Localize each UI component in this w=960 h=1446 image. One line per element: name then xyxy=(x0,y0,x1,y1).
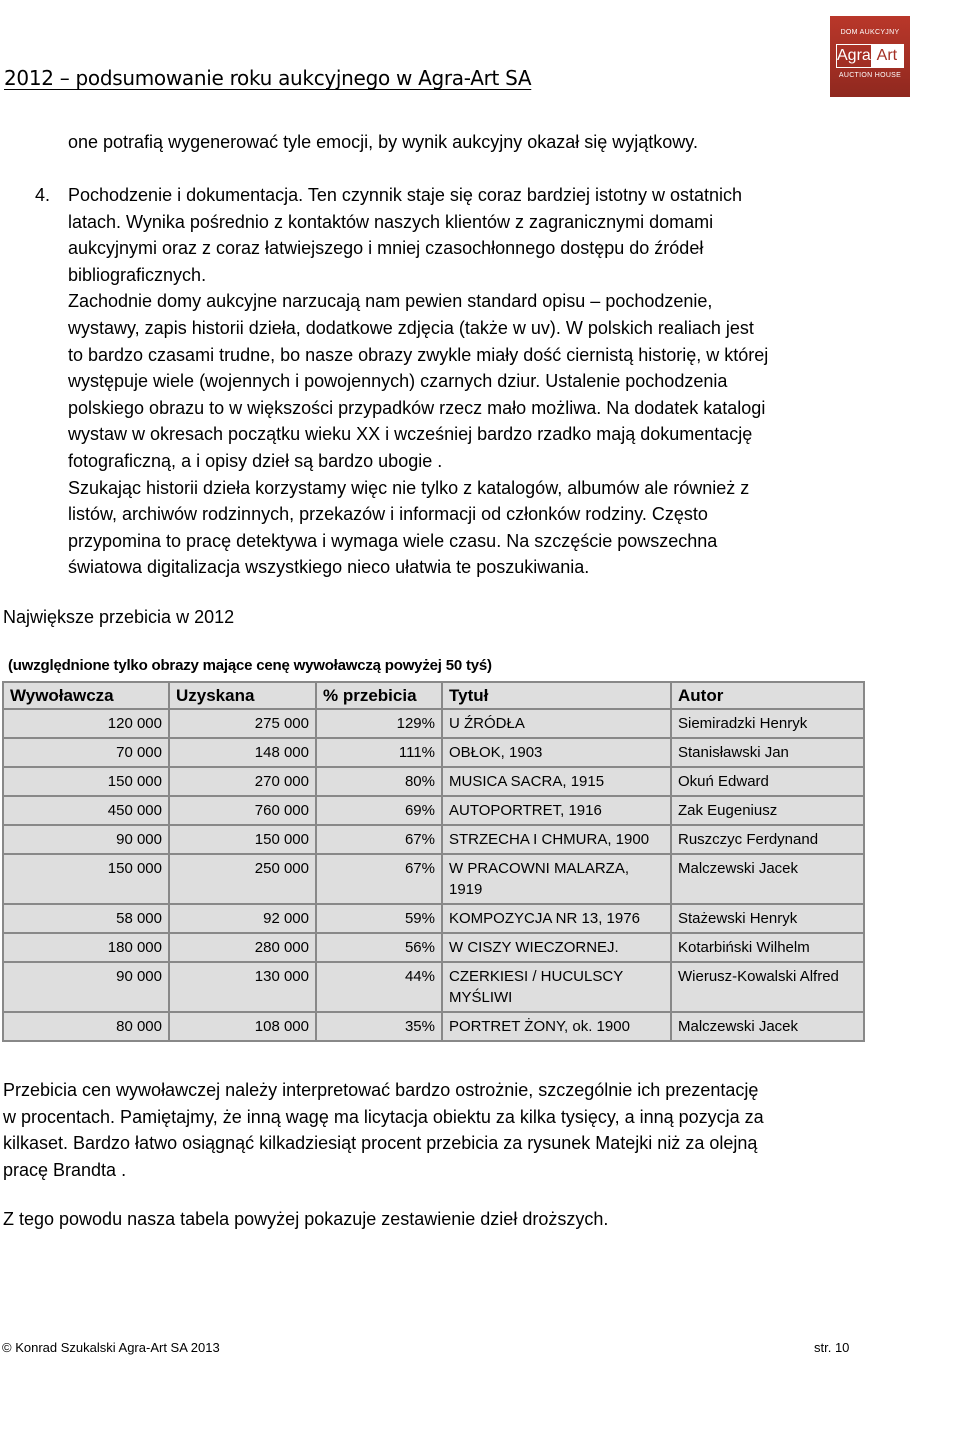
percent-cell: 129% xyxy=(316,709,442,738)
percent-cell: 111% xyxy=(316,738,442,767)
starting-price-cell: 150 000 xyxy=(3,767,169,796)
paragraph-line: Zachodnie domy aukcyjne narzucają nam pewien standard opisu – pochodzenie, xyxy=(68,291,713,312)
percent-cell: 67% xyxy=(316,825,442,854)
table-row xyxy=(3,854,864,904)
title-cell: AUTOPORTRET, 1916 xyxy=(442,796,671,825)
paragraph-line: kilkaset. Bardzo łatwo osiągnąć kilkadziesiąt procent przebicia za rysunek Matejki niż za olejną xyxy=(3,1133,758,1154)
intro-line: one potrafią wygenerować tyle emocji, by wynik aukcyjny okazał się wyjątkowy. xyxy=(68,132,698,152)
starting-price-cell: 450 000 xyxy=(3,796,169,825)
paragraph-line: w procentach. Pamiętajmy, że inną wagę ma licytacja obiektu za kilka tysięcy, a inną pozycja za xyxy=(3,1106,764,1127)
author-cell: Ruszczyc Ferdynand xyxy=(671,825,864,854)
starting-price-cell: 90 000 xyxy=(3,825,169,854)
paragraph-line: występuje wiele (wojennych i powojennych) czarnych dziur. Ustalenie pochodzenia xyxy=(68,371,728,392)
paragraph-line: wystaw w okresach początku wieku XX i wcześniej bardzo rzadko mają dokumentację xyxy=(68,424,753,445)
paragraph-line: latach. Wynika pośrednio z kontaktów naszych klientów z zagranicznymi domami xyxy=(68,211,714,232)
logo-top-text: DOM AUKCYJNY xyxy=(840,29,900,36)
table-row xyxy=(3,825,864,854)
table-row xyxy=(3,962,864,1012)
sold-price-cell: 92 000 xyxy=(169,904,316,933)
sold-price-cell: 275 000 xyxy=(169,709,316,738)
author-cell: Kotarbiński Wilhelm xyxy=(671,933,864,962)
table-note: (uwzględnione tylko obrazy mające cenę wywoławczą powyżej 50 tyś) xyxy=(8,657,492,674)
table-header-row xyxy=(3,682,864,709)
logo-wordmark xyxy=(836,44,904,68)
percent-cell: 35% xyxy=(316,1012,442,1041)
sold-price-cell: 250 000 xyxy=(169,854,316,904)
col-header-sold-price: Uzyskana xyxy=(169,682,316,709)
table-row xyxy=(3,933,864,962)
title-cell: CZERKIESI / HUCULSCY MYŚLIWI xyxy=(442,962,671,1012)
logo-agra: Agra xyxy=(837,47,871,64)
sold-price-cell: 108 000 xyxy=(169,1012,316,1041)
percent-cell: 44% xyxy=(316,962,442,1012)
table-row xyxy=(3,796,864,825)
paragraph-line: Przebicia cen wywoławczej należy interpretować bardzo ostrożnie, szczególnie ich prezentację xyxy=(3,1080,759,1100)
title-cell: KOMPOZYCJA NR 13, 1976 xyxy=(442,904,671,933)
paragraph-line: Pochodzenie i dokumentacja. Ten czynnik staje się coraz bardziej istotny w ostatnich xyxy=(68,185,743,205)
table-row xyxy=(3,1012,864,1041)
paragraph-line: bibliograficznych. xyxy=(68,264,207,285)
sold-price-cell: 760 000 xyxy=(169,796,316,825)
starting-price-cell: 58 000 xyxy=(3,904,169,933)
percent-cell: 67% xyxy=(316,854,442,904)
sold-price-cell: 148 000 xyxy=(169,738,316,767)
col-header-author: Autor xyxy=(671,682,864,709)
sold-price-cell: 270 000 xyxy=(169,767,316,796)
list-number: 4. xyxy=(35,185,51,205)
author-cell: Malczewski Jacek xyxy=(671,1012,864,1041)
starting-price-cell: 150 000 xyxy=(3,854,169,904)
author-cell: Siemiradzki Henryk xyxy=(671,709,864,738)
title-cell: OBŁOK, 1903 xyxy=(442,738,671,767)
sold-price-cell: 130 000 xyxy=(169,962,316,1012)
starting-price-cell: 120 000 xyxy=(3,709,169,738)
author-cell: Wierusz-Kowalski Alfred xyxy=(671,962,864,1012)
paragraph-line: wystawy, zapis historii dzieła, dodatkowe zdjęcia (także w uv). W polskich realiach jest xyxy=(68,317,754,338)
paragraph-line: pracę Brandta . xyxy=(3,1159,127,1180)
results-table xyxy=(2,681,865,1042)
table-row xyxy=(3,767,864,796)
logo-bottom-text: AUCTION HOUSE xyxy=(838,72,902,79)
title-cell: U ŹRÓDŁA xyxy=(442,709,671,738)
logo-art: Art xyxy=(871,45,903,67)
table-row xyxy=(3,738,864,767)
col-header-percent: % przebicia xyxy=(316,682,442,709)
starting-price-cell: 80 000 xyxy=(3,1012,169,1041)
col-header-title: Tytuł xyxy=(442,682,671,709)
paragraph-line: Szukając historii dzieła korzystamy więc nie tylko z katalogów, albumów ale również z xyxy=(68,477,750,498)
author-cell: Okuń Edward xyxy=(671,767,864,796)
title-cell: W PRACOWNI MALARZA, 1919 xyxy=(442,854,671,904)
percent-cell: 56% xyxy=(316,933,442,962)
section-title: Największe przebicia w 2012 xyxy=(3,607,235,627)
table-row xyxy=(3,904,864,933)
list-item-body xyxy=(68,182,878,581)
paragraph-line: aukcyjnymi oraz z coraz łatwiejszego i mniej czasochłonnego dostępu do źródeł xyxy=(68,238,704,259)
sold-price-cell: 280 000 xyxy=(169,933,316,962)
author-cell: Malczewski Jacek xyxy=(671,854,864,904)
agra-art-logo xyxy=(830,16,910,97)
author-cell: Stanisławski Jan xyxy=(671,738,864,767)
final-sentence: Z tego powodu nasza tabela powyżej pokazuje zestawienie dzieł droższych. xyxy=(3,1209,609,1229)
title-cell: PORTRET ŻONY, ok. 1900 xyxy=(442,1012,671,1041)
paragraph-line: światowa digitalizacja wszystkiego nieco ułatwia te poszukiwania. xyxy=(68,557,590,578)
title-cell: MUSICA SACRA, 1915 xyxy=(442,767,671,796)
paragraph-line: przypomina to pracę detektywa i wymaga wiele czasu. Na szczęście powszechna xyxy=(68,530,718,551)
paragraph-line: polskiego obrazu to w większości przypadków rzecz mało możliwa. Na dodatek katalogi xyxy=(68,397,766,418)
table-row xyxy=(3,709,864,738)
percent-cell: 69% xyxy=(316,796,442,825)
title-cell: STRZECHA I CHMURA, 1900 xyxy=(442,825,671,854)
col-header-starting-price: Wywoławcza xyxy=(3,682,169,709)
percent-cell: 80% xyxy=(316,767,442,796)
footer-page-number: str. 10 xyxy=(814,1340,850,1355)
sold-price-cell: 150 000 xyxy=(169,825,316,854)
paragraph-line: listów, archiwów rodzinnych, przekazów i informacji od członków rodziny. Często xyxy=(68,504,708,525)
percent-cell: 59% xyxy=(316,904,442,933)
paragraph-line: to bardzo czasami trudne, bo nasze obrazy zwykle miały dość ciernistą historię, w której xyxy=(68,344,769,365)
page-header-title: 2012 – podsumowanie roku aukcyjnego w Agra-Art SA xyxy=(4,66,532,90)
author-cell: Zak Eugeniusz xyxy=(671,796,864,825)
title-cell: W CISZY WIECZORNEJ. xyxy=(442,933,671,962)
footer-copyright: © Konrad Szukalski Agra-Art SA 2013 xyxy=(2,1340,220,1355)
paragraph-line: fotograficzną, a i opisy dzieł są bardzo ubogie . xyxy=(68,450,443,471)
starting-price-cell: 70 000 xyxy=(3,738,169,767)
closing-paragraph xyxy=(3,1077,883,1183)
author-cell: Stażewski Henryk xyxy=(671,904,864,933)
starting-price-cell: 180 000 xyxy=(3,933,169,962)
starting-price-cell: 90 000 xyxy=(3,962,169,1012)
